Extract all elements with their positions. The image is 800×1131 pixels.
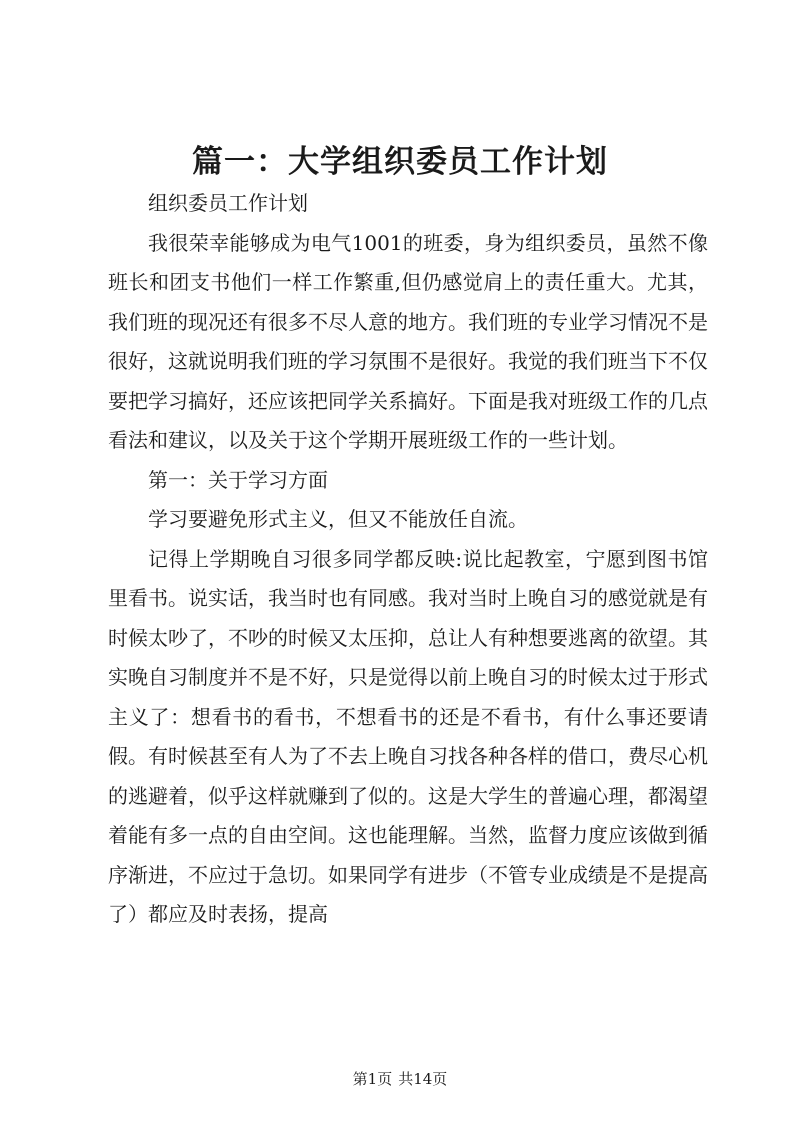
- paragraph-evening-study: 记得上学期晚自习很多同学都反映:说比起教室，宁愿到图书馆里看书。说实话，我当时也有同感。我对当时上晚自习的感觉就是有时候太吵了，不吵的时候又太压抑，总让人有种想要逃离的欲望。其实晚自习制度并不是不好，只是觉得以前上晚自习的时候太过于形式主义了：想看书的看书，不想看书的还是不看书，有什么事还要请假。有时候甚至有人为了不去上晚自习找各种各样的借口，费尽心机的逃避着，似乎这样就赚到了似的。这是大学生的普遍心理，都渴望着能有多一点的自由空间。这也能理解。当然，监督力度应该做到循序渐进，不应过于急切。如果同学有进步（不管专业成绩是不是提高了）都应及时表扬，提高: [108, 546, 708, 926]
- page-number: 第1页: [352, 1070, 393, 1088]
- document-body: [108, 184, 708, 935]
- paragraph-study-principle: 学习要避免形式主义，但又不能放任自流。: [148, 507, 528, 531]
- paragraph-section-heading: 第一：关于学习方面: [148, 467, 328, 492]
- page-total: 共14页: [398, 1070, 448, 1088]
- document-title: 篇一：大学组织委员工作计划: [192, 144, 608, 180]
- paragraph-subtitle: 组织委员工作计划: [148, 191, 308, 215]
- page-footer: [0, 1069, 800, 1089]
- paragraph-intro: 我很荣幸能够成为电气1001的班委，身为组织委员，虽然不像班长和团支书他们一样工作繁重,但仍感觉肩上的责任重大。尤其，我们班的现况还有很多不尽人意的地方。我们班的专业学习情况不是很好，这就说明我们班的学习氛围不是很好。我觉的我们班当下不仅要把学习搞好，还应该把同学关系搞好。下面是我对班级工作的几点看法和建议，以及关于这个学期开展班级工作的一些计划。: [108, 230, 708, 452]
